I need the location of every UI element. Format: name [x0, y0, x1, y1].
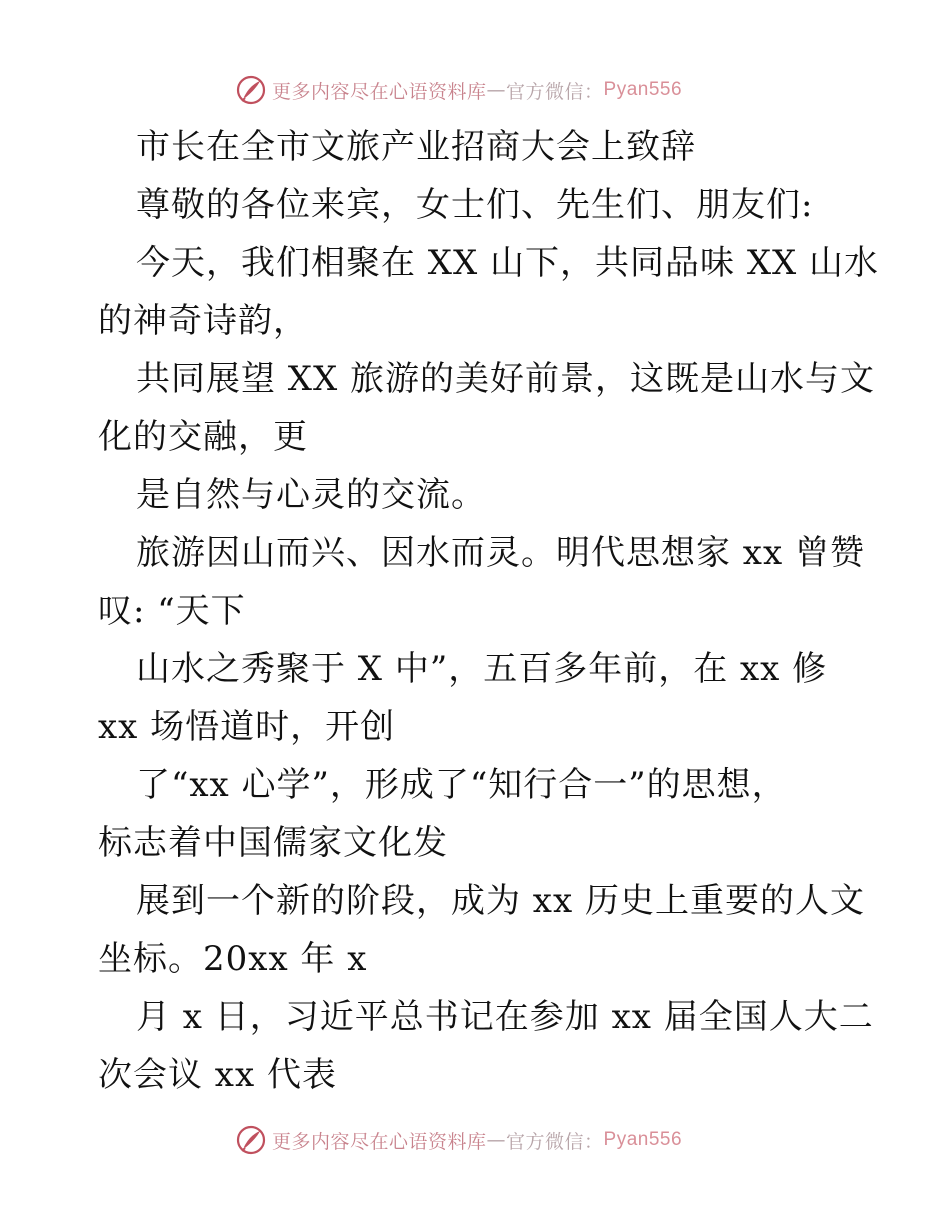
body-line: xx 场悟道时，开创 — [98, 707, 396, 747]
body-line: 叹: “天下 — [98, 591, 246, 631]
quill-logo-icon — [236, 75, 266, 105]
body-line: 次会议 xx 代表 — [98, 1055, 337, 1095]
watermark-sub-text: 官方微信： — [506, 80, 604, 103]
document-title: 市长在全市文旅产业招商大会上致辞 — [136, 127, 696, 167]
watermark-main-text: 更多内容尽在心语资料库 — [272, 80, 487, 103]
body-line: 月 x 日，习近平总书记在参加 xx 届全国人大二 — [136, 997, 874, 1037]
body-line: 旅游因山而兴、因水而灵。明代思想家 xx 曾赞 — [136, 533, 865, 573]
body-line: 坐标。20xx 年 x — [98, 939, 368, 979]
salutation-line: 尊敬的各位来宾，女士们、先生们、朋友们: — [136, 185, 814, 225]
footer-watermark — [236, 1122, 796, 1158]
body-line: 是自然与心灵的交流。 — [136, 475, 486, 515]
body-line: 化的交融，更 — [98, 417, 308, 457]
body-line: 共同展望 XX 旅游的美好前景，这既是山水与文 — [136, 359, 876, 399]
body-line: 展到一个新的阶段，成为 xx 历史上重要的人文 — [136, 881, 865, 921]
watermark-account: Pyan556 — [603, 79, 683, 100]
watermark-dash: — — [486, 79, 507, 101]
watermark-sub-text: 官方微信： — [506, 1130, 604, 1153]
watermark-account: Pyan556 — [603, 1129, 683, 1150]
watermark-main-text: 更多内容尽在心语资料库 — [272, 1130, 487, 1153]
body-line: 标志着中国儒家文化发 — [98, 823, 448, 863]
body-line: 山水之秀聚于 X 中”，五百多年前，在 xx 修 — [136, 649, 828, 689]
quill-logo-icon — [236, 1125, 266, 1155]
body-line: 今天，我们相聚在 XX 山下，共同品味 XX 山水 — [136, 243, 880, 283]
body-line: 了“xx 心学”，形成了“知行合一”的思想， — [136, 765, 787, 805]
header-watermark — [236, 72, 796, 108]
body-line: 的神奇诗韵， — [98, 301, 308, 341]
watermark-dash: — — [486, 1129, 507, 1151]
document-body — [98, 118, 880, 1104]
